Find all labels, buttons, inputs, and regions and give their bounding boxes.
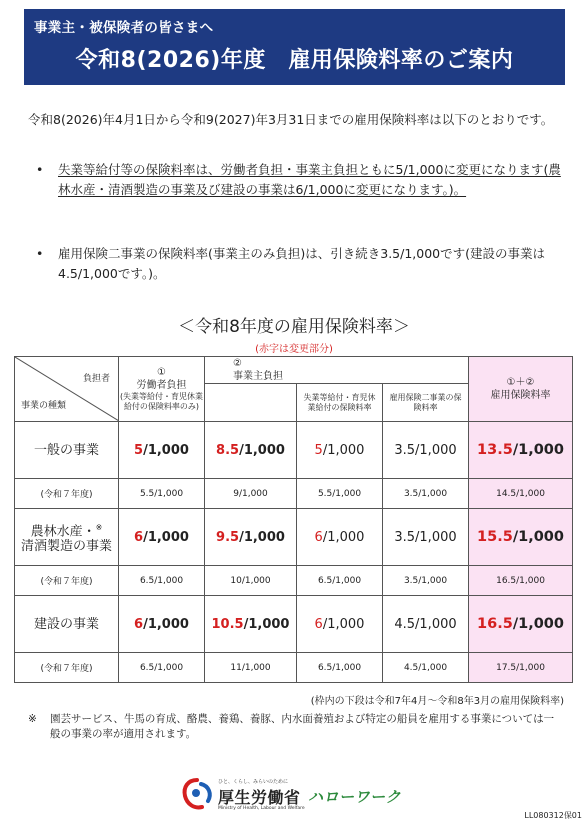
unemp-rate-den: /1,000	[322, 442, 365, 458]
col-employer-header	[205, 357, 469, 384]
two-rate: 3.5/1,000	[383, 422, 469, 479]
bullet-dot: •	[36, 246, 44, 261]
total-rate-num: 16.5	[477, 616, 513, 632]
worker-rate-den: /1,000	[143, 616, 189, 632]
two-rate: 4.5/1,000	[383, 596, 469, 653]
employer-rate-num: 8.5	[216, 442, 240, 458]
prev-value: 10/1,000	[205, 566, 297, 596]
total-rate-den: /1,000	[512, 442, 564, 458]
col-number: ①＋②	[506, 377, 535, 388]
logo-tagline: ひと、くらし、みらいのために	[218, 779, 289, 785]
unemp-rate-den: /1,000	[322, 616, 365, 632]
rate-table	[14, 356, 573, 683]
prev-label: (令和７年度)	[15, 566, 119, 596]
table-row	[15, 422, 573, 479]
table-row	[15, 509, 573, 566]
employer-rate-den: /1,000	[239, 442, 285, 458]
table-note: (枠内の下段は令和7年4月～令和8年3月の雇用保険料率)	[310, 696, 564, 707]
total-rate-den: /1,000	[512, 616, 564, 632]
prev-label: (令和７年度)	[15, 479, 119, 509]
prev-value: 16.5/1,000	[469, 566, 573, 596]
col-title: 労働者負担	[136, 380, 187, 391]
ministry-logo	[180, 776, 420, 816]
row-label-line1: 農林水産・	[30, 524, 96, 540]
col-sub: (失業等給付・育児休業給付の保険料率のみ)	[119, 392, 204, 411]
employer-rate-num: 10.5	[211, 616, 244, 632]
table-row-prev	[15, 653, 573, 683]
bullet-dot: •	[36, 162, 44, 177]
col-number: ②	[233, 358, 242, 369]
ministry-name: 厚生労働省	[218, 788, 301, 807]
col-total-header	[469, 357, 573, 422]
prev-value: 6.5/1,000	[297, 566, 383, 596]
change-note: (赤字は変更部分)	[255, 344, 333, 355]
corner-bottom-label: 事業の種類	[21, 401, 67, 411]
unemp-rate-num: 5	[314, 442, 323, 458]
worker-rate-num: 6	[134, 616, 144, 632]
bullet-text: 雇用保険二事業の保険料率(事業主のみ負担)は、引き続き3.5/1,000です(建設の事業は4.5/1,000です。)。	[58, 246, 546, 281]
employer-rate-den: /1,000	[243, 616, 290, 632]
corner-cell	[15, 357, 119, 422]
banner-subtitle: 事業主・被保険者の皆さまへ	[34, 20, 214, 36]
prev-value: 6.5/1,000	[297, 653, 383, 683]
ministry-name-en: Ministry of Health, Labour and Welfare	[218, 806, 305, 811]
worker-rate-den: /1,000	[143, 442, 189, 458]
prev-value: 5.5/1,000	[297, 479, 383, 509]
prev-value: 11/1,000	[205, 653, 297, 683]
col-title: 雇用保険料率	[490, 390, 551, 401]
unemp-rate-num: 6	[314, 616, 323, 632]
col-unemp-header: 失業等給付・育児休業給付の保険料率	[297, 384, 383, 422]
row-label: 一般の事業	[15, 422, 119, 479]
prev-value: 3.5/1,000	[383, 479, 469, 509]
employer-rate-num: 9.5	[216, 529, 240, 545]
total-rate-den: /1,000	[512, 529, 564, 545]
total-rate-num: 15.5	[477, 529, 513, 545]
worker-rate-den: /1,000	[143, 529, 189, 545]
diagonal-line	[15, 357, 119, 421]
prev-value: 5.5/1,000	[119, 479, 205, 509]
ministry-emblem-icon	[180, 776, 214, 812]
bullet-text: 失業等給付等の保険料率は、労働者負担・事業主負担ともに5/1,000に変更になります(農林水産・清酒製造の事業及び建設の事業は6/1,000に変更になります。)。	[58, 162, 561, 197]
prev-value: 14.5/1,000	[469, 479, 573, 509]
table-row-prev	[15, 479, 573, 509]
total-rate-num: 13.5	[477, 442, 513, 458]
unemp-rate-den: /1,000	[322, 529, 365, 545]
prev-value: 4.5/1,000	[383, 653, 469, 683]
employer-rate-den: /1,000	[239, 529, 285, 545]
row-label: 建設の事業	[15, 596, 119, 653]
two-rate: 3.5/1,000	[383, 509, 469, 566]
prev-value: 6.5/1,000	[119, 566, 205, 596]
row-label	[15, 509, 119, 566]
worker-rate-num: 6	[134, 529, 144, 545]
col-number: ①	[157, 367, 166, 378]
hellowork-logo: ハローワーク	[308, 788, 402, 806]
col-title: 事業主負担	[233, 371, 283, 382]
header-banner	[24, 9, 565, 85]
prev-value: 17.5/1,000	[469, 653, 573, 683]
prev-value: 6.5/1,000	[119, 653, 205, 683]
page-title: 令和8(2026)年度 雇用保険料率のご案内	[75, 48, 514, 73]
prev-value: 3.5/1,000	[383, 566, 469, 596]
col-two-header: 雇用保険二事業の保険料率	[383, 384, 469, 422]
prev-label: (令和７年度)	[15, 653, 119, 683]
worker-rate-num: 5	[134, 442, 144, 458]
table-row-prev	[15, 566, 573, 596]
col-worker-header	[119, 357, 205, 422]
unemp-rate-num: 6	[314, 529, 323, 545]
section-title: ＜令和8年度の雇用保険料率＞	[178, 317, 410, 337]
footnote-text: 園芸サービス、牛馬の育成、酪農、養鶏、養豚、内水面養殖および特定の船員を雇用する事業については一般の事業の率が適用されます。	[50, 713, 555, 740]
intro-text: 令和8(2026)年4月1日から令和9(2027)年3月31日までの雇用保険料率は以下のとおりです。	[28, 112, 554, 127]
table-row	[15, 596, 573, 653]
document-code: LL080312保01	[524, 811, 582, 820]
prev-value: 9/1,000	[205, 479, 297, 509]
corner-top-label: 負担者	[82, 374, 110, 384]
row-label-line2: 清酒製造の事業	[20, 539, 112, 555]
footnote-mark: ※	[28, 713, 37, 725]
footnote-mark: ※	[95, 522, 103, 532]
